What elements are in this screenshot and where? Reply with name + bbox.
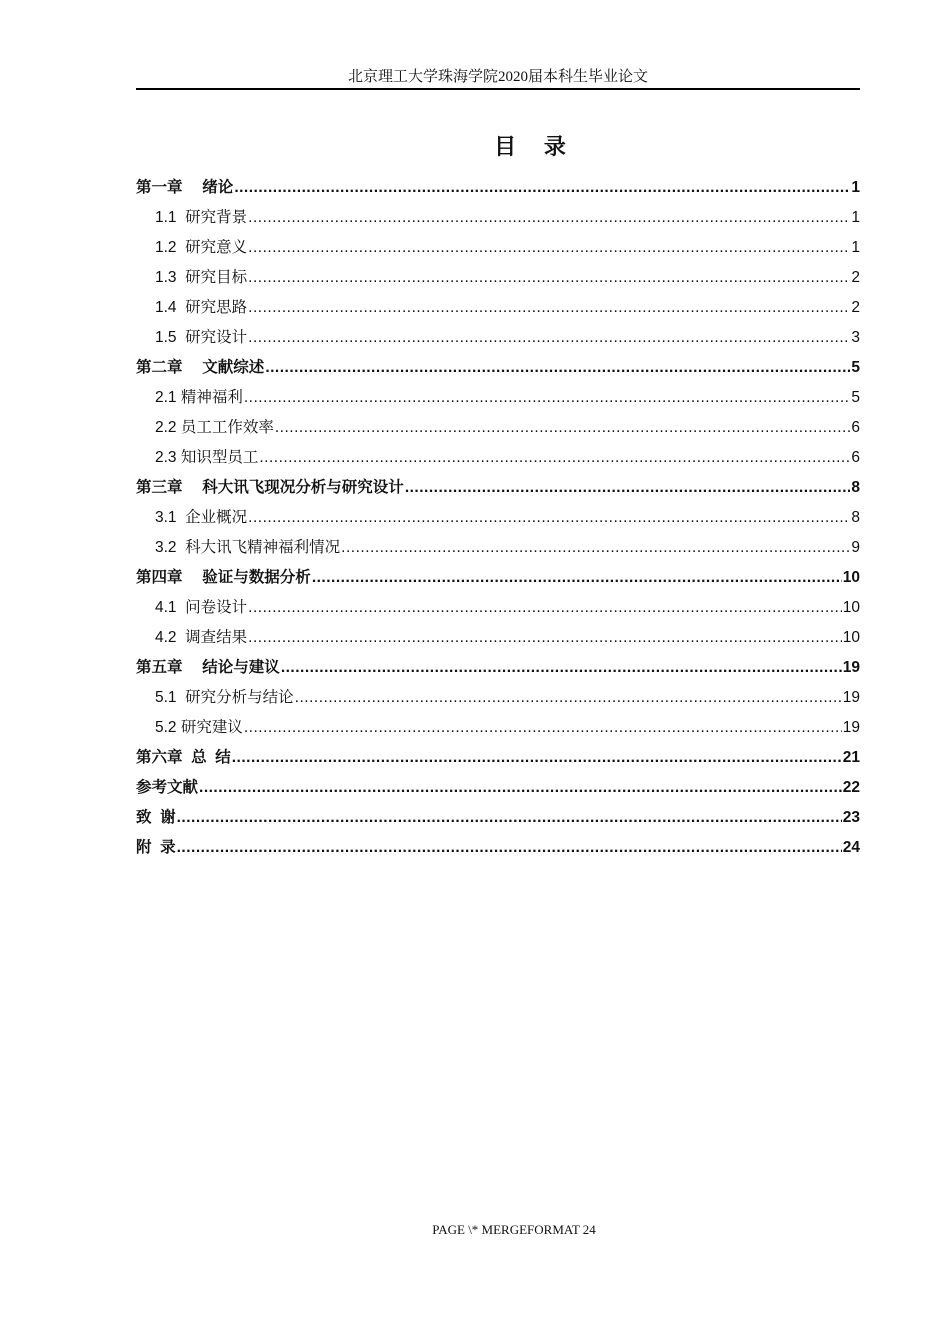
toc-leader-dots xyxy=(232,743,842,773)
toc-entry[interactable] xyxy=(136,353,860,383)
toc-entry-label: 1.2 研究意义 xyxy=(155,239,248,256)
toc-entry[interactable] xyxy=(136,473,860,503)
toc-leader-dots xyxy=(312,563,842,593)
toc-entry-label: 2.1 精神福利 xyxy=(155,389,243,406)
toc-entry-label: 致 谢 xyxy=(136,809,176,826)
toc-entry-label: 第六章 总 结 xyxy=(136,749,231,766)
toc-leader-dots xyxy=(248,623,842,653)
toc-leader-dots xyxy=(281,653,842,683)
toc-entry-page: 19 xyxy=(842,689,860,706)
toc-entry-page: 8 xyxy=(851,509,860,526)
toc-entry-page: 10 xyxy=(842,629,860,646)
toc-leader-dots xyxy=(248,203,850,233)
header-title: 北京理工大学珠海学院2020届本科生毕业论文 xyxy=(347,69,648,85)
toc-title: 目 录 xyxy=(494,135,576,160)
toc-entry-label: 2.3 知识型员工 xyxy=(155,449,259,466)
toc-leader-dots xyxy=(199,773,842,803)
toc-entry-label: 3.1 企业概况 xyxy=(155,509,248,526)
toc-leader-dots xyxy=(177,803,842,833)
toc-entry-label: 第五章 结论与建议 xyxy=(136,659,280,676)
toc-entry-label: 第二章 文献综述 xyxy=(136,359,265,376)
toc-leader-dots xyxy=(248,293,850,323)
toc-entry[interactable] xyxy=(136,833,860,863)
toc-leader-dots xyxy=(244,383,851,413)
toc-leader-dots xyxy=(244,713,842,743)
toc-entry-page: 1 xyxy=(851,239,860,256)
toc-entry[interactable] xyxy=(136,323,860,353)
toc-leader-dots xyxy=(265,353,850,383)
toc-entry-page: 6 xyxy=(851,449,860,466)
toc-entry-page: 2 xyxy=(851,299,860,316)
toc-entry[interactable] xyxy=(136,443,860,473)
toc-entry[interactable] xyxy=(136,203,860,233)
toc-entry-page: 1 xyxy=(851,179,860,196)
toc-leader-dots xyxy=(275,413,851,443)
toc-leader-dots xyxy=(248,263,850,293)
toc-entry-page: 10 xyxy=(842,569,860,586)
toc-entry-page: 21 xyxy=(842,749,860,766)
toc-entry[interactable] xyxy=(136,263,860,293)
toc-entry-page: 5 xyxy=(851,389,860,406)
toc-entry-label: 5.2 研究建议 xyxy=(155,719,243,736)
toc-entry[interactable] xyxy=(136,773,860,803)
toc-entry-page: 1 xyxy=(851,209,860,226)
toc-entry[interactable] xyxy=(136,503,860,533)
toc-entry-label: 3.2 科大讯飞精神福利情况 xyxy=(155,539,341,556)
toc-entry[interactable] xyxy=(136,533,860,563)
toc-leader-dots xyxy=(341,533,850,563)
toc-entry-label: 4.1 问卷设计 xyxy=(155,599,248,616)
toc-entry[interactable] xyxy=(136,623,860,653)
toc-entry-page: 3 xyxy=(851,329,860,346)
toc-entry-page: 19 xyxy=(842,659,860,676)
toc-entry[interactable] xyxy=(136,803,860,833)
toc-entry[interactable] xyxy=(136,653,860,683)
toc-entry[interactable] xyxy=(136,233,860,263)
toc-entry-page: 10 xyxy=(842,599,860,616)
toc-entry-label: 1.4 研究思路 xyxy=(155,299,248,316)
toc-entry[interactable] xyxy=(136,173,860,203)
toc-entry[interactable] xyxy=(136,413,860,443)
toc-entry-label: 第三章 科大讯飞现况分析与研究设计 xyxy=(136,479,404,496)
toc-leader-dots xyxy=(405,473,851,503)
toc-entry-page: 8 xyxy=(851,479,860,496)
toc-entry-label: 参考文献 xyxy=(136,779,199,796)
toc-leader-dots xyxy=(234,173,850,203)
toc-entry-label: 第一章 绪论 xyxy=(136,179,234,196)
toc-entry-page: 5 xyxy=(851,359,860,376)
toc-entry-label: 附 录 xyxy=(136,839,176,856)
toc-entry-label: 1.5 研究设计 xyxy=(155,329,248,346)
toc-entry-page: 6 xyxy=(851,419,860,436)
toc-entry-label: 2.2 员工工作效率 xyxy=(155,419,274,436)
page-footer: PAGE \* MERGEFORMAT 24 xyxy=(432,1222,596,1237)
toc-entry-page: 9 xyxy=(851,539,860,556)
toc-leader-dots xyxy=(248,233,850,263)
toc-entry-page: 23 xyxy=(842,809,860,826)
toc-leader-dots xyxy=(248,503,850,533)
toc-entry-label: 1.1 研究背景 xyxy=(155,209,248,226)
toc-entry[interactable] xyxy=(136,293,860,323)
toc-entry[interactable] xyxy=(136,743,860,773)
toc-leader-dots xyxy=(177,833,842,863)
toc-entry[interactable] xyxy=(136,713,860,743)
toc-leader-dots xyxy=(248,323,850,353)
toc-entry-label: 第四章 验证与数据分析 xyxy=(136,569,311,586)
toc-entry-page: 19 xyxy=(842,719,860,736)
toc-entry[interactable] xyxy=(136,563,860,593)
page-header xyxy=(136,66,860,90)
toc-leader-dots xyxy=(295,683,842,713)
toc-entry[interactable] xyxy=(136,593,860,623)
toc-entry-page: 22 xyxy=(842,779,860,796)
table-of-contents xyxy=(136,173,860,863)
toc-entry-label: 5.1 研究分析与结论 xyxy=(155,689,294,706)
toc-entry-page: 2 xyxy=(851,269,860,286)
toc-entry-label: 1.3 研究目标 xyxy=(155,269,248,286)
toc-leader-dots xyxy=(259,443,850,473)
toc-leader-dots xyxy=(248,593,842,623)
toc-entry[interactable] xyxy=(136,383,860,413)
toc-entry-page: 24 xyxy=(842,839,860,856)
toc-entry[interactable] xyxy=(136,683,860,713)
toc-entry-label: 4.2 调查结果 xyxy=(155,629,248,646)
